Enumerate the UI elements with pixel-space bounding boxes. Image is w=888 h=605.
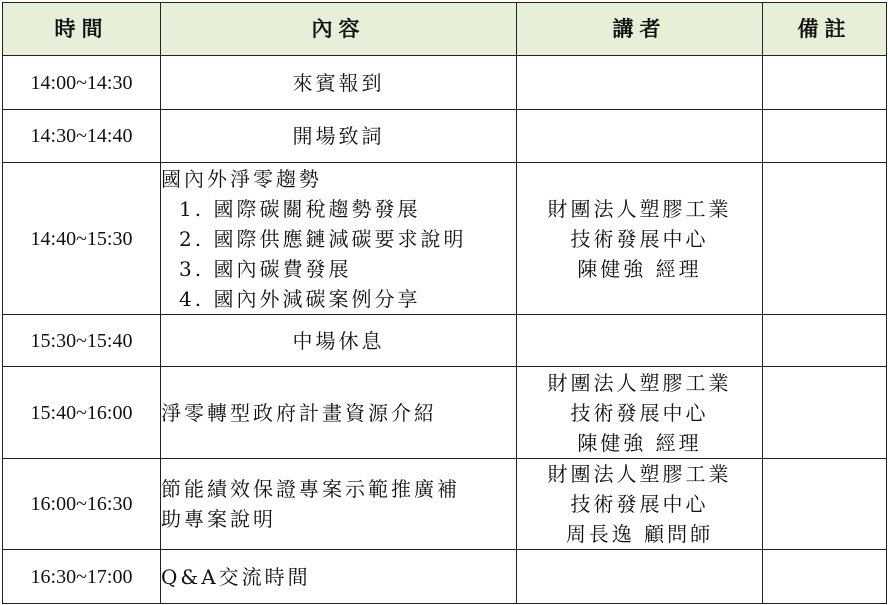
content-line: 助專案說明 xyxy=(161,507,276,531)
speaker-org: 財團法人塑膠工業 xyxy=(547,370,732,395)
speaker-name: 周長逸 顧問師 xyxy=(565,522,714,546)
header-note: 備註 xyxy=(763,3,887,56)
speaker-dept: 技術發展中心 xyxy=(570,492,709,516)
table-row xyxy=(3,459,887,550)
speaker-cell xyxy=(517,550,763,604)
content-item: 3. 國內碳費發展 xyxy=(179,256,352,281)
agenda-header xyxy=(3,3,887,56)
speaker-cell xyxy=(517,110,763,163)
speaker-cell xyxy=(517,315,763,367)
time-cell: 14:40~15:30 xyxy=(3,163,161,315)
content-cell: 來賓報到 xyxy=(161,56,517,110)
time-cell: 15:40~16:00 xyxy=(3,367,161,459)
speaker-dept: 技術發展中心 xyxy=(570,226,709,251)
content-cell xyxy=(161,459,517,550)
note-cell xyxy=(763,459,887,550)
note-cell xyxy=(763,56,887,110)
speaker-name: 陳健強 經理 xyxy=(577,430,702,455)
content-item: 1. 國際碳關稅趨勢發展 xyxy=(179,196,421,221)
table-row xyxy=(3,56,887,110)
speaker-name: 陳健強 經理 xyxy=(577,256,702,281)
table-row xyxy=(3,163,887,315)
content-cell xyxy=(161,163,517,315)
time-cell: 14:30~14:40 xyxy=(3,110,161,163)
time-cell: 16:30~17:00 xyxy=(3,550,161,604)
speaker-cell xyxy=(517,367,763,459)
speaker-cell xyxy=(517,459,763,550)
header-content: 內容 xyxy=(161,3,517,56)
content-title: 國內外淨零趨勢 xyxy=(161,166,322,191)
time-cell: 14:00~14:30 xyxy=(3,56,161,110)
header-time: 時間 xyxy=(3,3,161,56)
speaker-cell xyxy=(517,56,763,110)
note-cell xyxy=(763,163,887,315)
header-row xyxy=(3,3,887,56)
content-cell: 中場休息 xyxy=(161,315,517,367)
note-cell xyxy=(763,367,887,459)
speaker-cell xyxy=(517,163,763,315)
table-row xyxy=(3,367,887,459)
content-item: 4. 國內外減碳案例分享 xyxy=(179,286,421,311)
note-cell xyxy=(763,315,887,367)
agenda-body xyxy=(3,56,887,604)
header-speaker: 講者 xyxy=(517,3,763,56)
agenda-table xyxy=(2,2,887,604)
time-cell: 15:30~15:40 xyxy=(3,315,161,367)
time-cell: 16:00~16:30 xyxy=(3,459,161,550)
content-cell: Q&A交流時間 xyxy=(161,550,517,604)
content-cell: 開場致詞 xyxy=(161,110,517,163)
note-cell xyxy=(763,550,887,604)
table-row xyxy=(3,110,887,163)
note-cell xyxy=(763,110,887,163)
table-row xyxy=(3,315,887,367)
speaker-org: 財團法人塑膠工業 xyxy=(547,196,732,221)
content-cell: 淨零轉型政府計畫資源介紹 xyxy=(161,367,517,459)
content-item: 2. 國際供應鏈減碳要求說明 xyxy=(179,226,467,251)
table-row xyxy=(3,550,887,604)
speaker-org: 財團法人塑膠工業 xyxy=(547,462,732,486)
speaker-dept: 技術發展中心 xyxy=(570,400,709,425)
agenda-table-wrapper xyxy=(2,2,887,604)
content-line: 節能績效保證專案示範推廣補 xyxy=(161,477,460,501)
